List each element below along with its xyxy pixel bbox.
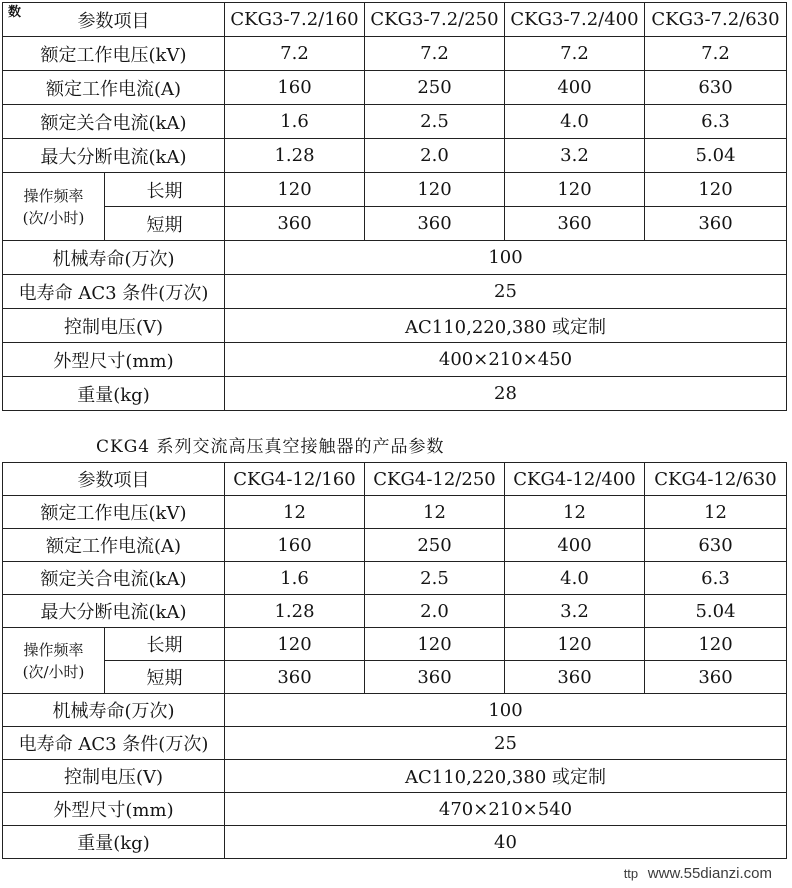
table-cell: 4.0 — [505, 562, 645, 595]
header-cell: CKG4-12/630 — [645, 463, 787, 496]
row-label: 外型尺寸(mm) — [3, 343, 225, 377]
table-row — [3, 727, 787, 760]
table-cell: 7.2 — [505, 37, 645, 71]
table-cell: 1.28 — [225, 595, 365, 628]
header-cell: CKG3-7.2/630 — [645, 3, 787, 37]
table-cell: 120 — [645, 173, 787, 207]
ckg4-parameter-table — [2, 462, 787, 859]
table-header-row — [3, 3, 787, 37]
row-label: 额定关合电流(kA) — [3, 562, 225, 595]
table-cell: 1.6 — [225, 562, 365, 595]
table-cell: 3.2 — [505, 139, 645, 173]
header-cell: CKG4-12/160 — [225, 463, 365, 496]
row-label: 机械寿命(万次) — [3, 694, 225, 727]
merged-cell: AC110,220,380 或定制 — [225, 309, 787, 343]
watermark — [624, 865, 772, 882]
table-cell: 2.5 — [365, 562, 505, 595]
row-label: 额定关合电流(kA) — [3, 105, 225, 139]
header-cell: CKG3-7.2/250 — [365, 3, 505, 37]
merged-cell: 28 — [225, 377, 787, 411]
merged-cell: 25 — [225, 275, 787, 309]
table-cell: 250 — [365, 71, 505, 105]
row-label: 电寿命 AC3 条件(万次) — [3, 275, 225, 309]
table-row-operation-long — [3, 628, 787, 661]
merged-cell: 400×210×450 — [225, 343, 787, 377]
table-cell: 1.6 — [225, 105, 365, 139]
table-cell: 2.5 — [365, 105, 505, 139]
merged-cell: 100 — [225, 241, 787, 275]
table-cell: 630 — [645, 71, 787, 105]
merged-cell: AC110,220,380 或定制 — [225, 760, 787, 793]
long-term-label: 长期 — [105, 628, 225, 661]
operation-label-line1: 操作频率 — [23, 640, 84, 659]
header-cell: CKG4-12/250 — [365, 463, 505, 496]
table-cell: 360 — [505, 207, 645, 241]
short-term-label: 短期 — [105, 207, 225, 241]
table-row — [3, 309, 787, 343]
operation-label-line2: (次/小时) — [22, 208, 85, 227]
corner-character: 数 — [8, 5, 22, 20]
table-caption: CKG4 系列交流高压真空接触器的产品参数 — [96, 437, 445, 457]
header-cell: 参数项目 — [3, 3, 225, 37]
row-label: 额定工作电压(kV) — [3, 496, 225, 529]
operation-label-line2: (次/小时) — [22, 662, 85, 681]
table-cell: 12 — [505, 496, 645, 529]
row-label: 控制电压(V) — [3, 760, 225, 793]
table-row-operation-short — [3, 207, 787, 241]
table-row — [3, 694, 787, 727]
row-label: 最大分断电流(kA) — [3, 139, 225, 173]
table-row — [3, 760, 787, 793]
header-cell: CKG4-12/400 — [505, 463, 645, 496]
row-label: 额定工作电压(kV) — [3, 37, 225, 71]
table-cell: 360 — [645, 207, 787, 241]
table-cell: 120 — [365, 173, 505, 207]
table-row — [3, 377, 787, 411]
operation-frequency-label — [3, 628, 105, 694]
operation-label-line1: 操作频率 — [23, 186, 84, 205]
table-cell: 360 — [365, 207, 505, 241]
table-cell: 360 — [225, 661, 365, 694]
table-cell: 400 — [505, 71, 645, 105]
table-cell: 6.3 — [645, 562, 787, 595]
table-row — [3, 826, 787, 859]
table-cell: 120 — [365, 628, 505, 661]
row-label: 电寿命 AC3 条件(万次) — [3, 727, 225, 760]
table-cell: 6.3 — [645, 105, 787, 139]
row-label: 额定工作电流(A) — [3, 529, 225, 562]
table-cell: 3.2 — [505, 595, 645, 628]
table-row — [3, 343, 787, 377]
row-label: 外型尺寸(mm) — [3, 793, 225, 826]
row-label: 重量(kg) — [3, 826, 225, 859]
table-row — [3, 793, 787, 826]
row-label: 重量(kg) — [3, 377, 225, 411]
long-term-label: 长期 — [105, 173, 225, 207]
header-cell: 参数项目 — [3, 463, 225, 496]
row-label: 机械寿命(万次) — [3, 241, 225, 275]
table-cell: 12 — [645, 496, 787, 529]
table-row-operation-long — [3, 173, 787, 207]
table-cell: 120 — [505, 173, 645, 207]
table-cell: 360 — [365, 661, 505, 694]
row-label: 控制电压(V) — [3, 309, 225, 343]
table-cell: 7.2 — [365, 37, 505, 71]
merged-cell: 40 — [225, 826, 787, 859]
table-row — [3, 275, 787, 309]
table-cell: 1.28 — [225, 139, 365, 173]
table-cell: 120 — [505, 628, 645, 661]
header-cell: CKG3-7.2/160 — [225, 3, 365, 37]
table-row — [3, 37, 787, 71]
table-cell: 12 — [365, 496, 505, 529]
merged-cell: 25 — [225, 727, 787, 760]
table-cell: 2.0 — [365, 139, 505, 173]
table-header-row — [3, 463, 787, 496]
watermark-prefix: ttp — [623, 866, 639, 881]
table-cell: 5.04 — [645, 595, 787, 628]
watermark-text: www.55dianzi.com — [647, 865, 772, 882]
merged-cell: 100 — [225, 694, 787, 727]
row-label: 额定工作电流(A) — [3, 71, 225, 105]
ckg3-parameter-table — [2, 2, 787, 411]
table-cell: 360 — [225, 207, 365, 241]
short-term-label: 短期 — [105, 661, 225, 694]
table-row-operation-short — [3, 661, 787, 694]
table-row — [3, 105, 787, 139]
table-cell: 12 — [225, 496, 365, 529]
header-cell: CKG3-7.2/400 — [505, 3, 645, 37]
table-row — [3, 529, 787, 562]
table-row — [3, 71, 787, 105]
table-cell: 250 — [365, 529, 505, 562]
merged-cell: 470×210×540 — [225, 793, 787, 826]
table-row — [3, 496, 787, 529]
table-cell: 360 — [645, 661, 787, 694]
table-cell: 2.0 — [365, 595, 505, 628]
table-row — [3, 241, 787, 275]
table-cell: 7.2 — [645, 37, 787, 71]
row-label: 最大分断电流(kA) — [3, 595, 225, 628]
table-row — [3, 139, 787, 173]
table-cell: 4.0 — [505, 105, 645, 139]
table-cell: 360 — [505, 661, 645, 694]
table-cell: 7.2 — [225, 37, 365, 71]
table-cell: 120 — [225, 173, 365, 207]
table-cell: 120 — [645, 628, 787, 661]
operation-frequency-label — [3, 173, 105, 241]
table-cell: 120 — [225, 628, 365, 661]
table-cell: 5.04 — [645, 139, 787, 173]
table-cell: 400 — [505, 529, 645, 562]
table-cell: 630 — [645, 529, 787, 562]
table-cell: 160 — [225, 71, 365, 105]
table-row — [3, 562, 787, 595]
table-row — [3, 595, 787, 628]
table-cell: 160 — [225, 529, 365, 562]
